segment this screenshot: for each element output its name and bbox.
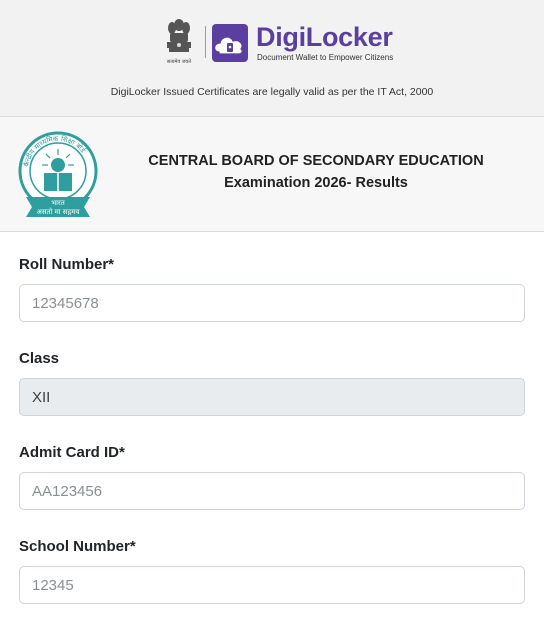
roll-number-label: Roll Number*: [19, 256, 115, 273]
board-title: [110, 150, 522, 194]
roll-number-input[interactable]: [19, 284, 525, 322]
school-number-label: School Number*: [19, 538, 136, 555]
board-name: CENTRAL BOARD OF SECONDARY EDUCATION: [148, 153, 484, 169]
exam-title: Examination 2026- Results: [224, 175, 408, 191]
digilocker-cloud-icon: [210, 23, 250, 63]
cbse-logo-banner-text: भारत: [51, 199, 65, 207]
admit-card-label: Admit Card ID*: [19, 444, 125, 461]
digilocker-header: [0, 0, 544, 116]
cbse-logo-arc-text: केन्द्रीय माध्यमिक शिक्षा बोर्ड: [22, 134, 87, 168]
emblem-caption: सत्यमेव जयते: [166, 59, 192, 65]
school-number-input[interactable]: [19, 566, 525, 604]
cbse-logo-motto: असतो मा सद्गमय: [36, 208, 80, 216]
digilocker-logo[interactable]: [160, 16, 394, 68]
board-header: [0, 116, 544, 232]
admit-card-input[interactable]: [19, 472, 525, 510]
cbse-logo-icon: [16, 127, 100, 223]
digilocker-tagline: Document Wallet to Empower Citizens: [257, 53, 394, 62]
legal-validity-note: DigiLocker Issued Certificates are legally valid as per the IT Act, 2000: [110, 86, 434, 98]
class-label: Class: [19, 350, 60, 367]
class-field: XII: [19, 378, 525, 416]
logo-divider: [205, 26, 206, 58]
digilocker-brand: DigiLocker: [256, 22, 393, 52]
